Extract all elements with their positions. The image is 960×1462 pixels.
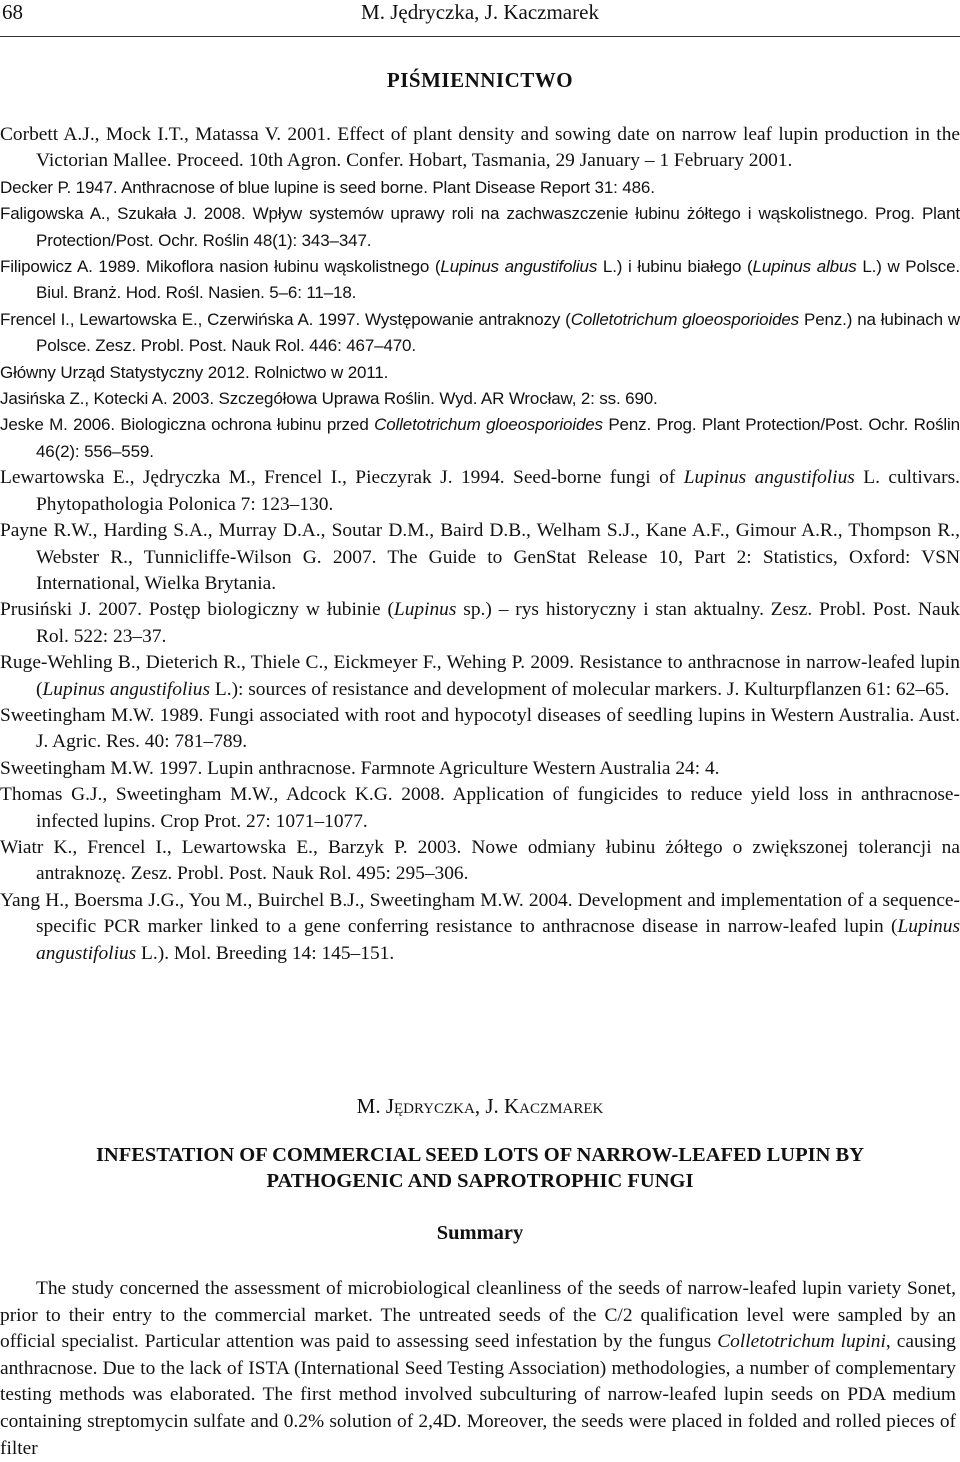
references-list (0, 122, 960, 967)
italic-taxon: Lupinus angustifolius (42, 678, 211, 700)
text-run: Payne R.W., Harding S.A., Murray D.A., Soutar D.M., Baird D.B., Welham S.J., Kane A.F., Gimour A.R., Thompson R., Webster R., Tunnicliffe-Wilson G. 2007. The Guide to GenStat Release 10, Part 2: Statistics, Oxford: VSN International, Wielka Brytania. (0, 520, 960, 594)
page-number: 68 (2, 0, 23, 24)
reference-entry (0, 465, 960, 518)
summary-title-line-1: INFESTATION OF COMMERCIAL SEED LOTS OF NARROW-LEAFED LUPIN BY (95, 1144, 865, 1166)
text-run: Wiatr K., Frencel I., Lewartowska E., Barzyk P. 2003. Nowe odmiany łubinu żółtego o zwiększonej tolerancji na antraknozę. Zesz. Probl. Post. Nauk Rol. 495: 295–306. (0, 836, 960, 885)
running-header (0, 0, 960, 24)
text-run: Sweetingham M.W. 1997. Lupin anthracnose. Farmnote Agriculture Western Australia 24: 4. (0, 757, 720, 779)
text-run: Penz. Prog. Plant Protection/Post. Ochr. Roślin 46(2): 556–559. (36, 415, 960, 461)
text-run: Penz.) na łubinach w Polsce. Zesz. Probl. Post. Nauk Rol. 446: 467–470. (36, 309, 960, 356)
text-run: Lewartowska E., Jędryczka M., Frencel I., Pieczyrak J. 1994. Seed-borne fungi of (0, 467, 684, 489)
summary-authors: M. Jędryczka, J. Kaczmarek (356, 1094, 604, 1118)
reference-entry (0, 122, 960, 175)
text-run: Jasińska Z., Kotecki A. 2003. Szczegółowa Uprawa Roślin. Wyd. AR Wrocław, 2: ss. 690. (0, 389, 658, 409)
text-run: Yang H., Boersma J.G., You M., Buirchel B.J., Sweetingham M.W. 2004. Development and implementation of a sequence-specific PCR marker linked to a gene conferring resistance to anthracnose disease in narrow-leafed lupin ( (0, 889, 960, 938)
reference-entry (0, 835, 960, 888)
reference-entry (0, 888, 960, 967)
text-run: Filipowicz A. 1989. Mikoflora nasion łubinu wąskolistnego ( (0, 257, 441, 277)
italic-taxon: Lupinus angustifolius (683, 467, 855, 489)
text-run: L. cultivars. Phytopathologia Polonica 7: 123–130. (36, 467, 960, 515)
summary-title-line-2: PATHOGENIC AND SAPROTROPHIC FUNGI (266, 1170, 694, 1192)
italic-taxon: Lupinus angustifolius (440, 257, 598, 277)
italic-taxon: Lupinus (393, 599, 457, 621)
reference-entry (0, 703, 960, 756)
text-run: Thomas G.J., Sweetingham M.W., Adcock K.G. 2008. Application of fungicides to reduce yield loss in anthracnose-infected lupins. Crop Prot. 27: 1071–1077. (0, 784, 960, 832)
text-run: sp.) – rys historyczny i stan aktualny. Zesz. Probl. Post. Nauk Rol. 522: 23–37. (36, 599, 960, 647)
references-title: PIŚMIENNICTWO (386, 68, 574, 92)
italic-taxon: Colletotrichum lupini (717, 1331, 886, 1353)
text-run: L.) i łubinu białego ( (597, 257, 753, 277)
reference-entry (0, 650, 960, 703)
text-run: The study concerned the assessment of microbiological cleanliness of the seeds of narrow-leafed lupin variety Sonet, prior to their entry to the commercial market. The untreated seeds of the C/2 qualification level were sampled by an official specialist. Particular attention was paid to assessing seed infestation by the fungus (0, 1278, 956, 1353)
running-header-authors: M. Jędryczka, J. Kaczmarek (361, 0, 599, 24)
reference-entry (0, 175, 960, 201)
summary-paper-title (0, 1142, 960, 1194)
reference-entry (0, 360, 960, 386)
text-run: L.): sources of resistance and development of molecular markers. J. Kulturpflanzen 61: 62–65. (210, 678, 950, 700)
italic-taxon: Colletotrichum gloeosporioides (570, 309, 800, 329)
text-run: Sweetingham M.W. 1989. Fungi associated with root and hypocotyl diseases of seedling lupins in Western Australia. Aust. J. Agric. Res. 40: 781–789. (0, 704, 960, 753)
reference-entry (0, 782, 960, 835)
italic-taxon: Lupinus albus (752, 257, 857, 277)
text-run: Prusiński J. 2007. Postęp biologiczny w łubinie ( (0, 599, 394, 621)
text-run: Decker P. 1947. Anthracnose of blue lupine is seed borne. Plant Disease Report 31: 486. (0, 177, 655, 197)
text-run: Frencel I., Lewartowska E., Czerwińska A. 1997. Występowanie antraknozy ( (0, 309, 571, 329)
text-run: Główny Urząd Statystyczny 2012. Rolnictwo w 2011. (0, 362, 389, 382)
reference-entry (0, 254, 960, 307)
reference-entry (0, 386, 960, 412)
reference-entry (0, 412, 960, 465)
text-run: L.). Mol. Breeding 14: 145–151. (136, 942, 395, 964)
text-run: Jeske M. 2006. Biologiczna ochrona łubinu przed (0, 415, 375, 435)
reference-entry (0, 518, 960, 597)
text-run: L.) w Polsce. Biul. Branż. Hod. Rośl. Nasien. 5–6: 11–18. (36, 257, 960, 303)
italic-taxon: Colletotrichum gloeosporioides (374, 415, 603, 435)
text-run: , causing anthracnose. Due to the lack of ISTA (International Seed Testing Association) methodologies, a number of complementary testing methods was elaborated. The first method involved subculturing of narrow-leafed lupin seeds on PDA medium containing streptomycin sulfate and 0.2% solution of 2,4D. Moreover, the seeds were placed in folded and rolled pieces of filter (0, 1331, 956, 1459)
text-run: Ruge-Wehling B., Dieterich R., Thiele C., Eickmeyer F., Wehing P. 2009. Resistance to anthracnose in narrow-leafed lupin ( (0, 652, 960, 700)
summary-paragraph (0, 1276, 956, 1462)
reference-entry (0, 201, 960, 254)
reference-entry (0, 597, 960, 650)
text-run: Faligowska A., Szukała J. 2008. Wpływ systemów uprawy roli na zachwaszczenie łubinu żółtego i wąskolistnego. Prog. Plant Protection/Post. Ochr. Roślin 48(1): 343–347. (0, 204, 960, 250)
header-rule (0, 36, 960, 37)
italic-taxon: Lupinus angustifolius (36, 916, 960, 964)
reference-entry (0, 307, 960, 360)
summary-heading: Summary (436, 1222, 524, 1244)
reference-entry (0, 756, 960, 782)
text-run: Corbett A.J., Mock I.T., Matassa V. 2001. Effect of plant density and sowing date on narrow leaf lupin production in the Victorian Mallee. Proceed. 10th Agron. Confer. Hobart, Tasmania, 29 January – 1 February 2001. (0, 124, 960, 172)
